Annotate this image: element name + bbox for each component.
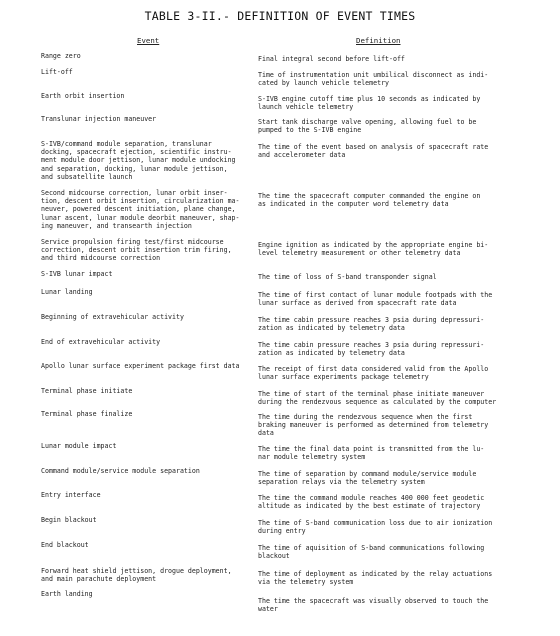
event-cell: Lunar module impact	[41, 442, 117, 450]
column-header-definition: Definition	[356, 36, 401, 45]
definition-cell: Time of instrumentation unit umbilical disconnect as indi- cated by launch vehicle telemetry	[258, 71, 489, 88]
definition-cell: The time the spacecraft computer commanded the engine on as indicated in the computer word telemetry data	[258, 192, 481, 209]
definition-cell: The time of deployment as indicated by the relay actuations via the telemetry system	[258, 570, 493, 587]
definition-cell: The time the spacecraft was visually observed to touch the water	[258, 597, 489, 614]
event-cell: Second midcourse correction, lunar orbit inser- tion, descent orbit insertion, circularization ma- neuver, powered descent initiation, plane change, lunar ascent, lunar module deorbit maneuver, shap- ing maneuver, and transearth injection	[41, 189, 240, 230]
definition-cell: The time during the rendezvous sequence when the first braking maneuver is performed as determined from telemetry data	[258, 413, 489, 438]
event-cell: Entry interface	[41, 491, 101, 499]
definition-cell: The time the command module reaches 400 000 feet geodetic altitude as indicated by the best estimate of trajectory	[258, 494, 485, 511]
definition-cell: The time of the event based on analysis of spacecraft rate and accelerometer data	[258, 143, 489, 160]
event-cell: Lift-off	[41, 68, 73, 76]
event-cell: Begin blackout	[41, 516, 97, 524]
definition-cell: Final integral second before lift-off	[258, 55, 405, 63]
event-cell: End of extravehicular activity	[41, 338, 161, 346]
definition-cell: The time of aquisition of S-band communications following blackout	[258, 544, 485, 561]
event-cell: S-IVB/command module separation, translunar docking, spacecraft ejection, scientific instru- ment module door jettison, lunar module undocking and separation, docking, lunar module jettison, and subsatellite launch	[41, 140, 236, 181]
definition-cell: The time of separation by command module/service module separation relays via the telemetry system	[258, 470, 477, 487]
table-title: TABLE 3-II.- DEFINITION OF EVENT TIMES	[144, 9, 416, 23]
definition-cell: The time of S-band communication loss due to air ionization during entry	[258, 519, 493, 536]
event-cell: Earth orbit insertion	[41, 92, 125, 100]
definition-cell: Engine ignition as indicated by the appropriate engine bi- level telemetry measurement or other telemetry data	[258, 241, 489, 258]
definition-cell: The time cabin pressure reaches 3 psia during depressuri- zation as indicated by telemetry data	[258, 316, 485, 333]
event-cell: S-IVB lunar impact	[41, 270, 113, 278]
definition-cell: The time of first contact of lunar module footpads with the lunar surface as derived from spacecraft rate data	[258, 291, 493, 308]
event-cell: Apollo lunar surface experiment package first data	[41, 362, 240, 370]
event-cell: Range zero	[41, 52, 81, 60]
definition-cell: The receipt of first data considered valid from the Apollo lunar surface experiments package telemetry	[258, 365, 489, 382]
event-cell: Translunar injection maneuver	[41, 115, 157, 123]
event-cell: Service propulsion firing test/first midcourse correction, descent orbit insertion trim firing, and third midcourse correction	[41, 238, 232, 263]
event-cell: Forward heat shield jettison, drogue deployment, and main parachute deployment	[41, 567, 232, 584]
event-cell: End blackout	[41, 541, 89, 549]
event-cell: Beginning of extravehicular activity	[41, 313, 184, 321]
event-cell: Command module/service module separation	[41, 467, 200, 475]
definition-cell: The time cabin pressure reaches 3 psia during repressuri- zation as indicated by telemetry data	[258, 341, 485, 358]
definition-cell: The time of loss of S-band transponder signal	[258, 273, 437, 281]
event-cell: Lunar landing	[41, 288, 93, 296]
definition-cell: S-IVB engine cutoff time plus 10 seconds as indicated by launch vehicle telemetry	[258, 95, 481, 112]
event-cell: Terminal phase finalize	[41, 410, 133, 418]
event-cell: Terminal phase initiate	[41, 387, 133, 395]
definition-cell: The time the final data point is transmitted from the lu- nar module telemetry system	[258, 445, 485, 462]
column-header-event: Event	[137, 36, 160, 45]
definition-cell: Start tank discharge valve opening, allowing fuel to be pumped to the S-IVB engine	[258, 118, 477, 135]
definition-cell: The time of start of the terminal phase initiate maneuver during the rendezvous sequence as calculated by the computer	[258, 390, 497, 407]
event-cell: Earth landing	[41, 590, 93, 598]
